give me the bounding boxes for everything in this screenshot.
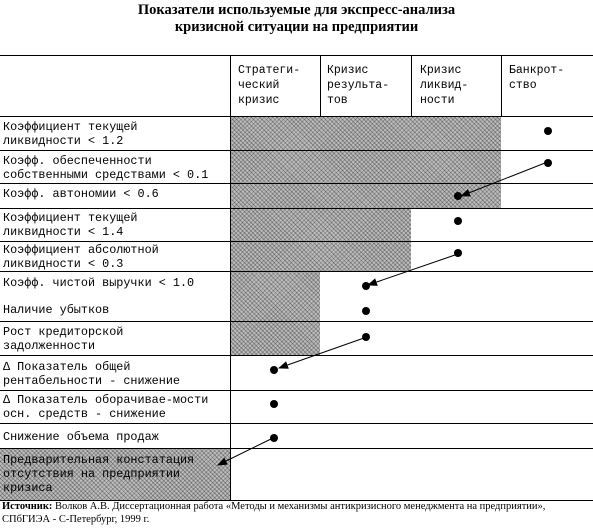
marker-dot xyxy=(454,249,462,257)
source-label: Источник: xyxy=(2,501,53,512)
source-text: Волков А.В. Диссертационная работа «Методы и механизмы антикризисного менеджмента на предприятии», СПбГИЭА - С-Петербург, 1999 г. xyxy=(2,501,546,525)
row-label: Коэффициент абсолютной ликвидности < 0.3 xyxy=(3,243,159,271)
title-line-2: кризисной ситуации на предприятии xyxy=(174,19,419,35)
row-label: Коэффициент текущей ликвидности < 1.4 xyxy=(3,211,138,239)
marker-dot xyxy=(270,366,278,374)
marker-dot xyxy=(362,307,370,315)
col-header-bankruptcy: Банкрот- ство xyxy=(509,64,565,92)
col-header-strategic: Стратеги- ческий кризис xyxy=(238,64,301,107)
marker-dot xyxy=(362,333,370,341)
title-line-1: Показатели используемые для экспресс-анализа xyxy=(137,2,456,18)
col-header-results: Кризис результа- тов xyxy=(327,64,390,107)
row-label: ∆ Показатель оборачивае-мости осн. средств - снижение xyxy=(3,393,209,421)
row-label: Рост кредиторской задолженности xyxy=(3,325,124,353)
marker-dot xyxy=(270,434,278,442)
row-label: ∆ Показатель общей рентабельности - снижение xyxy=(3,360,180,388)
arrow-results-to-strategic xyxy=(279,338,364,368)
row-label: Коэфф. автономии < 0.6 xyxy=(3,187,159,201)
marker-dot xyxy=(362,282,370,290)
row-label: Наличие убытков xyxy=(3,303,110,317)
arrow-liquidity-to-results xyxy=(368,255,455,285)
row-label: Коэфф. обеспеченности собственными средствами < 0.1 xyxy=(3,154,209,182)
marker-dot xyxy=(454,217,462,225)
marker-dot xyxy=(544,127,552,135)
arrow-strategic-to-no-crisis xyxy=(218,438,273,465)
row-label: Коэфф. чистой выручки < 1.0 xyxy=(3,276,195,290)
row-label: Снижение объема продаж xyxy=(3,430,159,444)
marker-dot xyxy=(270,400,278,408)
row-label: Коэффициент текущей ликвидности < 1.2 xyxy=(3,120,138,148)
col-header-liquidity: Кризис ликвид- ности xyxy=(420,64,469,107)
arrow-bankruptcy-to-liquidity xyxy=(461,163,545,196)
marker-dot xyxy=(454,192,462,200)
marker-dot xyxy=(544,159,552,167)
source-note xyxy=(2,500,592,526)
row-label: Предварительная констатация отсутствия на предприятии кризиса xyxy=(3,453,195,495)
